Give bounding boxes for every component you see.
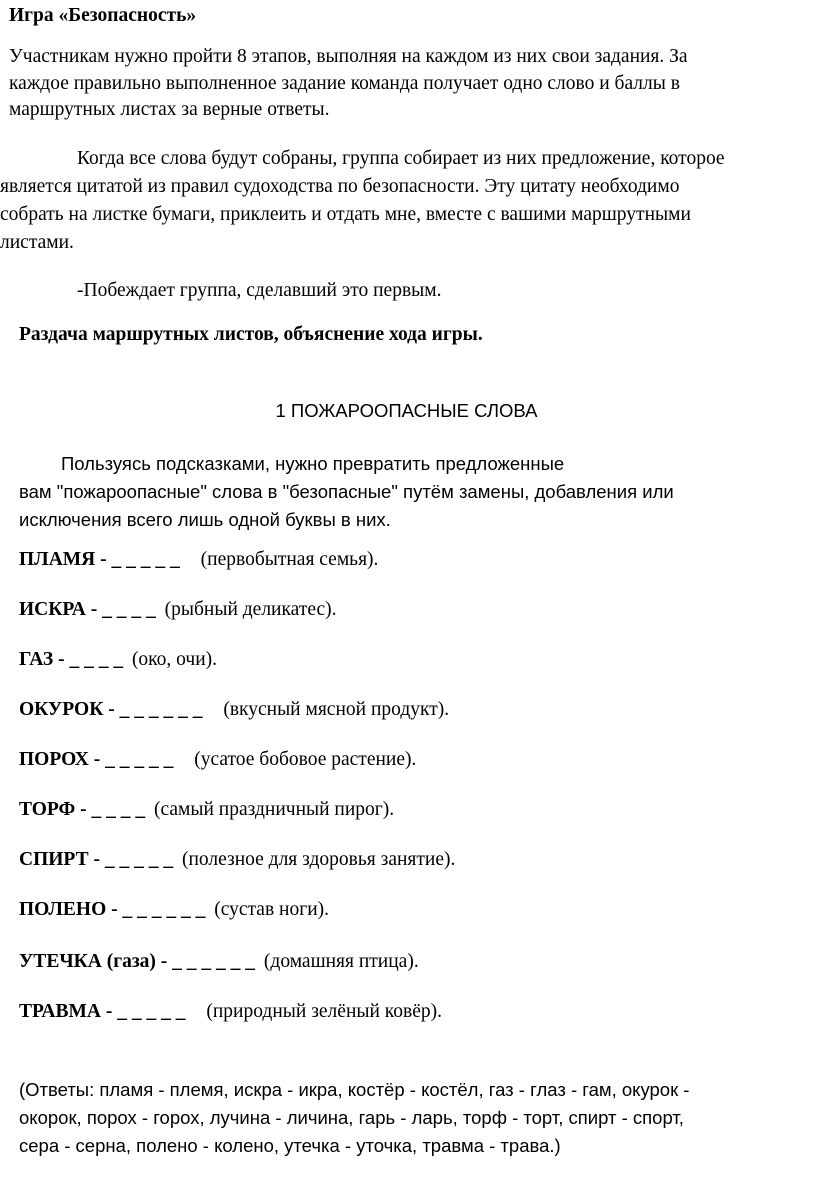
hint: (домашняя птица). <box>263 951 419 972</box>
intro-line: маршрутных листах за верные ответы. <box>9 99 330 120</box>
hint: (усатое бобовое растение). <box>194 749 417 770</box>
word-item: ПОРОХ - _ _ _ _ _ (усатое бобовое растение). <box>19 749 417 770</box>
word-item: ОКУРОК - _ _ _ _ _ _ (вкусный мясной продукт). <box>19 699 450 720</box>
hint: (око, очи). <box>131 649 218 670</box>
hint: (рыбный деликатес). <box>164 599 337 620</box>
word: УТЕЧКА (газа) <box>19 951 156 972</box>
answer-blanks: _ _ _ _ <box>102 599 156 620</box>
answer-blanks: _ _ _ _ _ <box>104 849 174 870</box>
word-item: ИСКРА - _ _ _ _ (рыбный деликатес). <box>19 599 337 620</box>
word-item: ГАЗ - _ _ _ _ (око, очи). <box>19 649 218 670</box>
winner-line: -Побеждает группа, сделавший это первым. <box>77 280 442 301</box>
handout-note: Раздача маршрутных листов, объяснение хода игры. <box>19 324 483 345</box>
instructions-line: Пользуясь подсказками, нужно превратить предложенные <box>61 453 565 474</box>
rules-line: является цитатой из правил судоходства по безопасности. Эту цитату необходимо <box>0 176 680 197</box>
answers-paragraph <box>19 1076 689 1160</box>
answer-blanks: _ _ _ _ _ <box>105 749 174 770</box>
hint: (первобытная семья). <box>200 549 379 570</box>
instructions-line: исключения всего лишь одной буквы в них. <box>19 509 391 530</box>
rules-paragraph <box>0 145 725 257</box>
hint: (вкусный мясной продукт). <box>223 699 450 720</box>
word: ОКУРОК <box>19 699 104 720</box>
rules-line: собрать на листке бумаги, приклеить и отдать мне, вместе с вашими маршрутными <box>0 204 691 225</box>
intro-line: каждое правильно выполненное задание команда получает одно слово и баллы в <box>9 72 680 94</box>
answer-blanks: _ _ _ _ <box>69 649 124 670</box>
page-title: Игра «Безопасность» <box>9 5 197 26</box>
word: ПОЛЕНО <box>19 899 107 920</box>
answer-blanks: _ _ _ _ <box>91 799 146 820</box>
word: СПИРТ <box>19 849 89 870</box>
intro-line: Участникам нужно пройти 8 этапов, выполняя на каждом из них свои задания. За <box>9 46 688 67</box>
word-item: ТРАВМА - _ _ _ _ _ (природный зелёный ковёр). <box>19 1001 443 1022</box>
word-item: ТОРФ - _ _ _ _ (самый праздничный пирог). <box>19 799 395 820</box>
rules-line: Когда все слова будут собраны, группа собирает из них предложение, которое <box>77 148 725 169</box>
word: ТРАВМА <box>19 1001 101 1022</box>
answers-line: (Ответы: пламя - племя, искра - икра, костёр - костёл, газ - глаз - гам, окурок - <box>19 1079 690 1100</box>
word-item: ПОЛЕНО - _ _ _ _ _ _ (сустав ноги). <box>19 899 330 920</box>
answer-blanks: _ _ _ _ _ _ <box>122 899 206 920</box>
intro-paragraph <box>9 44 688 124</box>
answer-blanks: _ _ _ _ _ <box>111 549 180 570</box>
instructions-line: вам "пожароопасные" слова в "безопасные" путём замены, добавления или <box>19 481 674 502</box>
word: ПОРОХ <box>19 749 89 770</box>
hint: (самый праздничный пирог). <box>154 799 395 820</box>
word: ИСКРА <box>19 599 86 620</box>
answer-blanks: _ _ _ _ _ _ <box>172 951 256 972</box>
word: ГАЗ <box>19 649 54 670</box>
answers-line: сера - серна, полено - колено, утечка - уточка, травма - трава.) <box>19 1135 561 1156</box>
word-item: СПИРТ - _ _ _ _ _ (полезное для здоровья занятие). <box>19 849 456 870</box>
word-item: УТЕЧКА (газа) - _ _ _ _ _ _ (домашняя птица). <box>19 951 419 972</box>
word: ТОРФ <box>19 799 76 820</box>
word-item: ПЛАМЯ - _ _ _ _ _ (первобытная семья). <box>19 549 379 570</box>
hint: (сустав ноги). <box>214 899 330 920</box>
rules-line: листами. <box>0 232 74 253</box>
hint: (природный зелёный ковёр). <box>206 1001 443 1022</box>
word: ПЛАМЯ <box>19 549 96 570</box>
answers-line: окорок, порох - горох, лучина - личина, гарь - ларь, торф - торт, спирт - спорт, <box>19 1107 684 1128</box>
answer-blanks: _ _ _ _ _ <box>117 1001 186 1022</box>
section-title: 1 ПОЖАРООПАСНЫЕ СЛОВА <box>275 400 538 421</box>
instructions-paragraph <box>19 450 674 534</box>
hint: (полезное для здоровья занятие). <box>181 849 456 870</box>
answer-blanks: _ _ _ _ _ _ <box>119 699 203 720</box>
